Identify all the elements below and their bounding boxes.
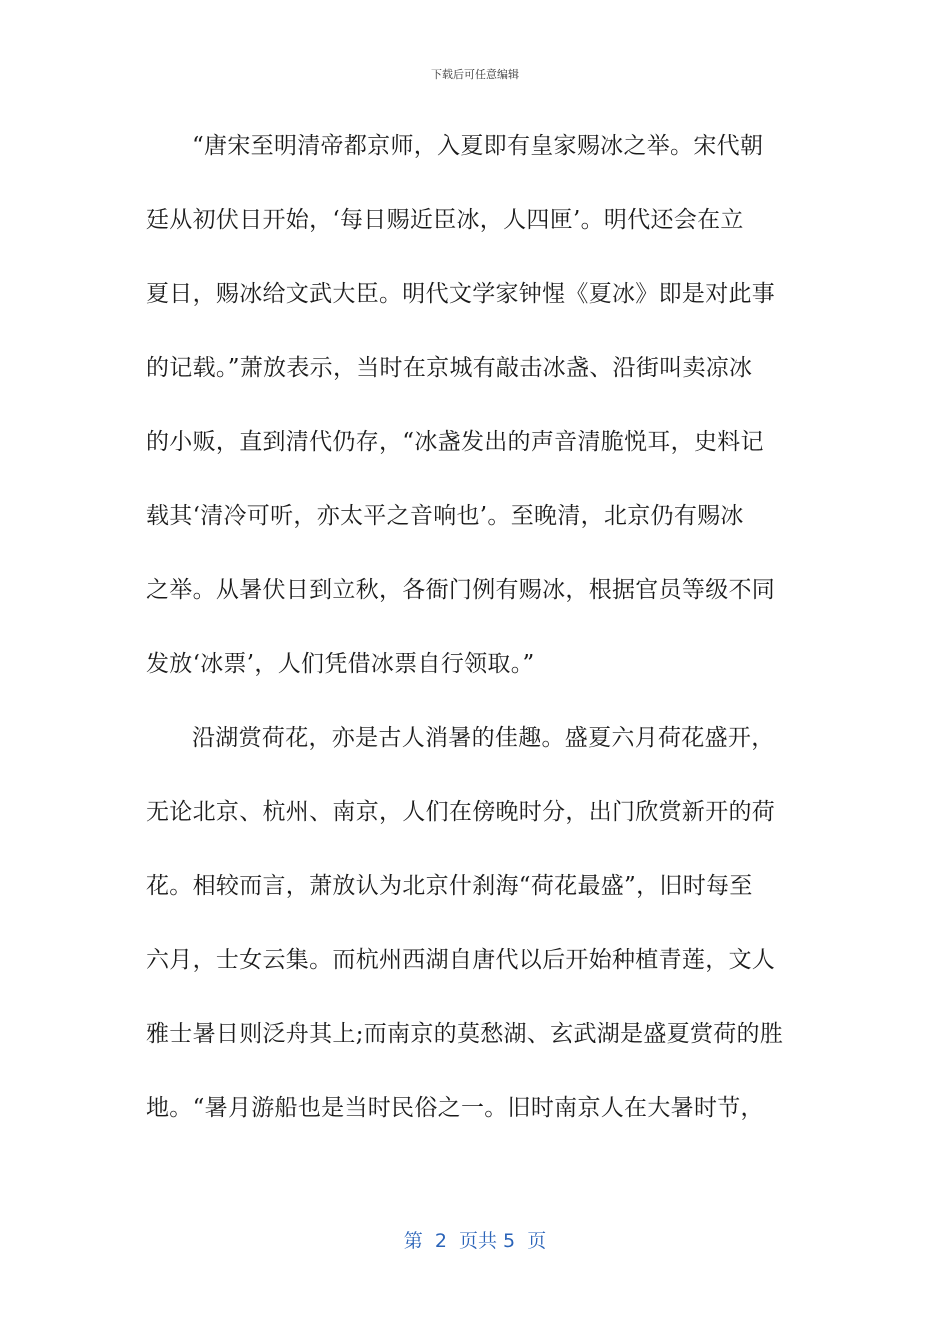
text-line: 雅士暑日则泛舟其上;而南京的莫愁湖、玄武湖是盛夏赏荷的胜 [146, 1021, 784, 1047]
page-header-note: 下载后可任意编辑 [431, 68, 519, 81]
text-line: 的记载。”萧放表示，当时在京城有敲击冰盏、沿街叫卖凉冰 [146, 355, 753, 381]
text-line: 沿湖赏荷花，亦是古人消暑的佳趣。盛夏六月荷花盛开， [192, 725, 775, 751]
text-line: 夏日，赐冰给文武大臣。明代文学家钟惺《夏冰》即是对此事 [146, 281, 776, 307]
text-line: “唐宋至明清帝都京师，入夏即有皇家赐冰之举。宋代朝 [192, 133, 764, 159]
text-line: 地。“暑月游船也是当时民俗之一。旧时南京人在大暑时节， [146, 1095, 764, 1121]
text-line: 六月，士女云集。而杭州西湖自唐代以后开始种植青莲，文人 [146, 947, 776, 973]
text-line: 发放‘冰票’，人们凭借冰票自行领取。” [146, 651, 535, 677]
text-line: 载其‘清冷可听，亦太平之音响也’。至晚清，北京仍有赐冰 [146, 503, 744, 529]
text-line: 廷从初伏日开始，‘每日赐近臣冰，人四匣’。明代还会在立 [146, 207, 744, 233]
document-body [146, 124, 806, 1160]
text-line: 之举。从暑伏日到立秋，各衙门例有赐冰，根据官员等级不同 [146, 577, 776, 603]
text-line: 的小贩，直到清代仍存，“冰盏发出的声音清脆悦耳，史料记 [146, 429, 764, 455]
page-number: 第 2 页共 5 页 [403, 1230, 547, 1252]
text-line: 花。相较而言，萧放认为北京什刹海“荷花最盛”，旧时每至 [146, 873, 753, 899]
text-line: 无论北京、杭州、南京，人们在傍晚时分，出门欣赏新开的荷 [146, 799, 776, 825]
